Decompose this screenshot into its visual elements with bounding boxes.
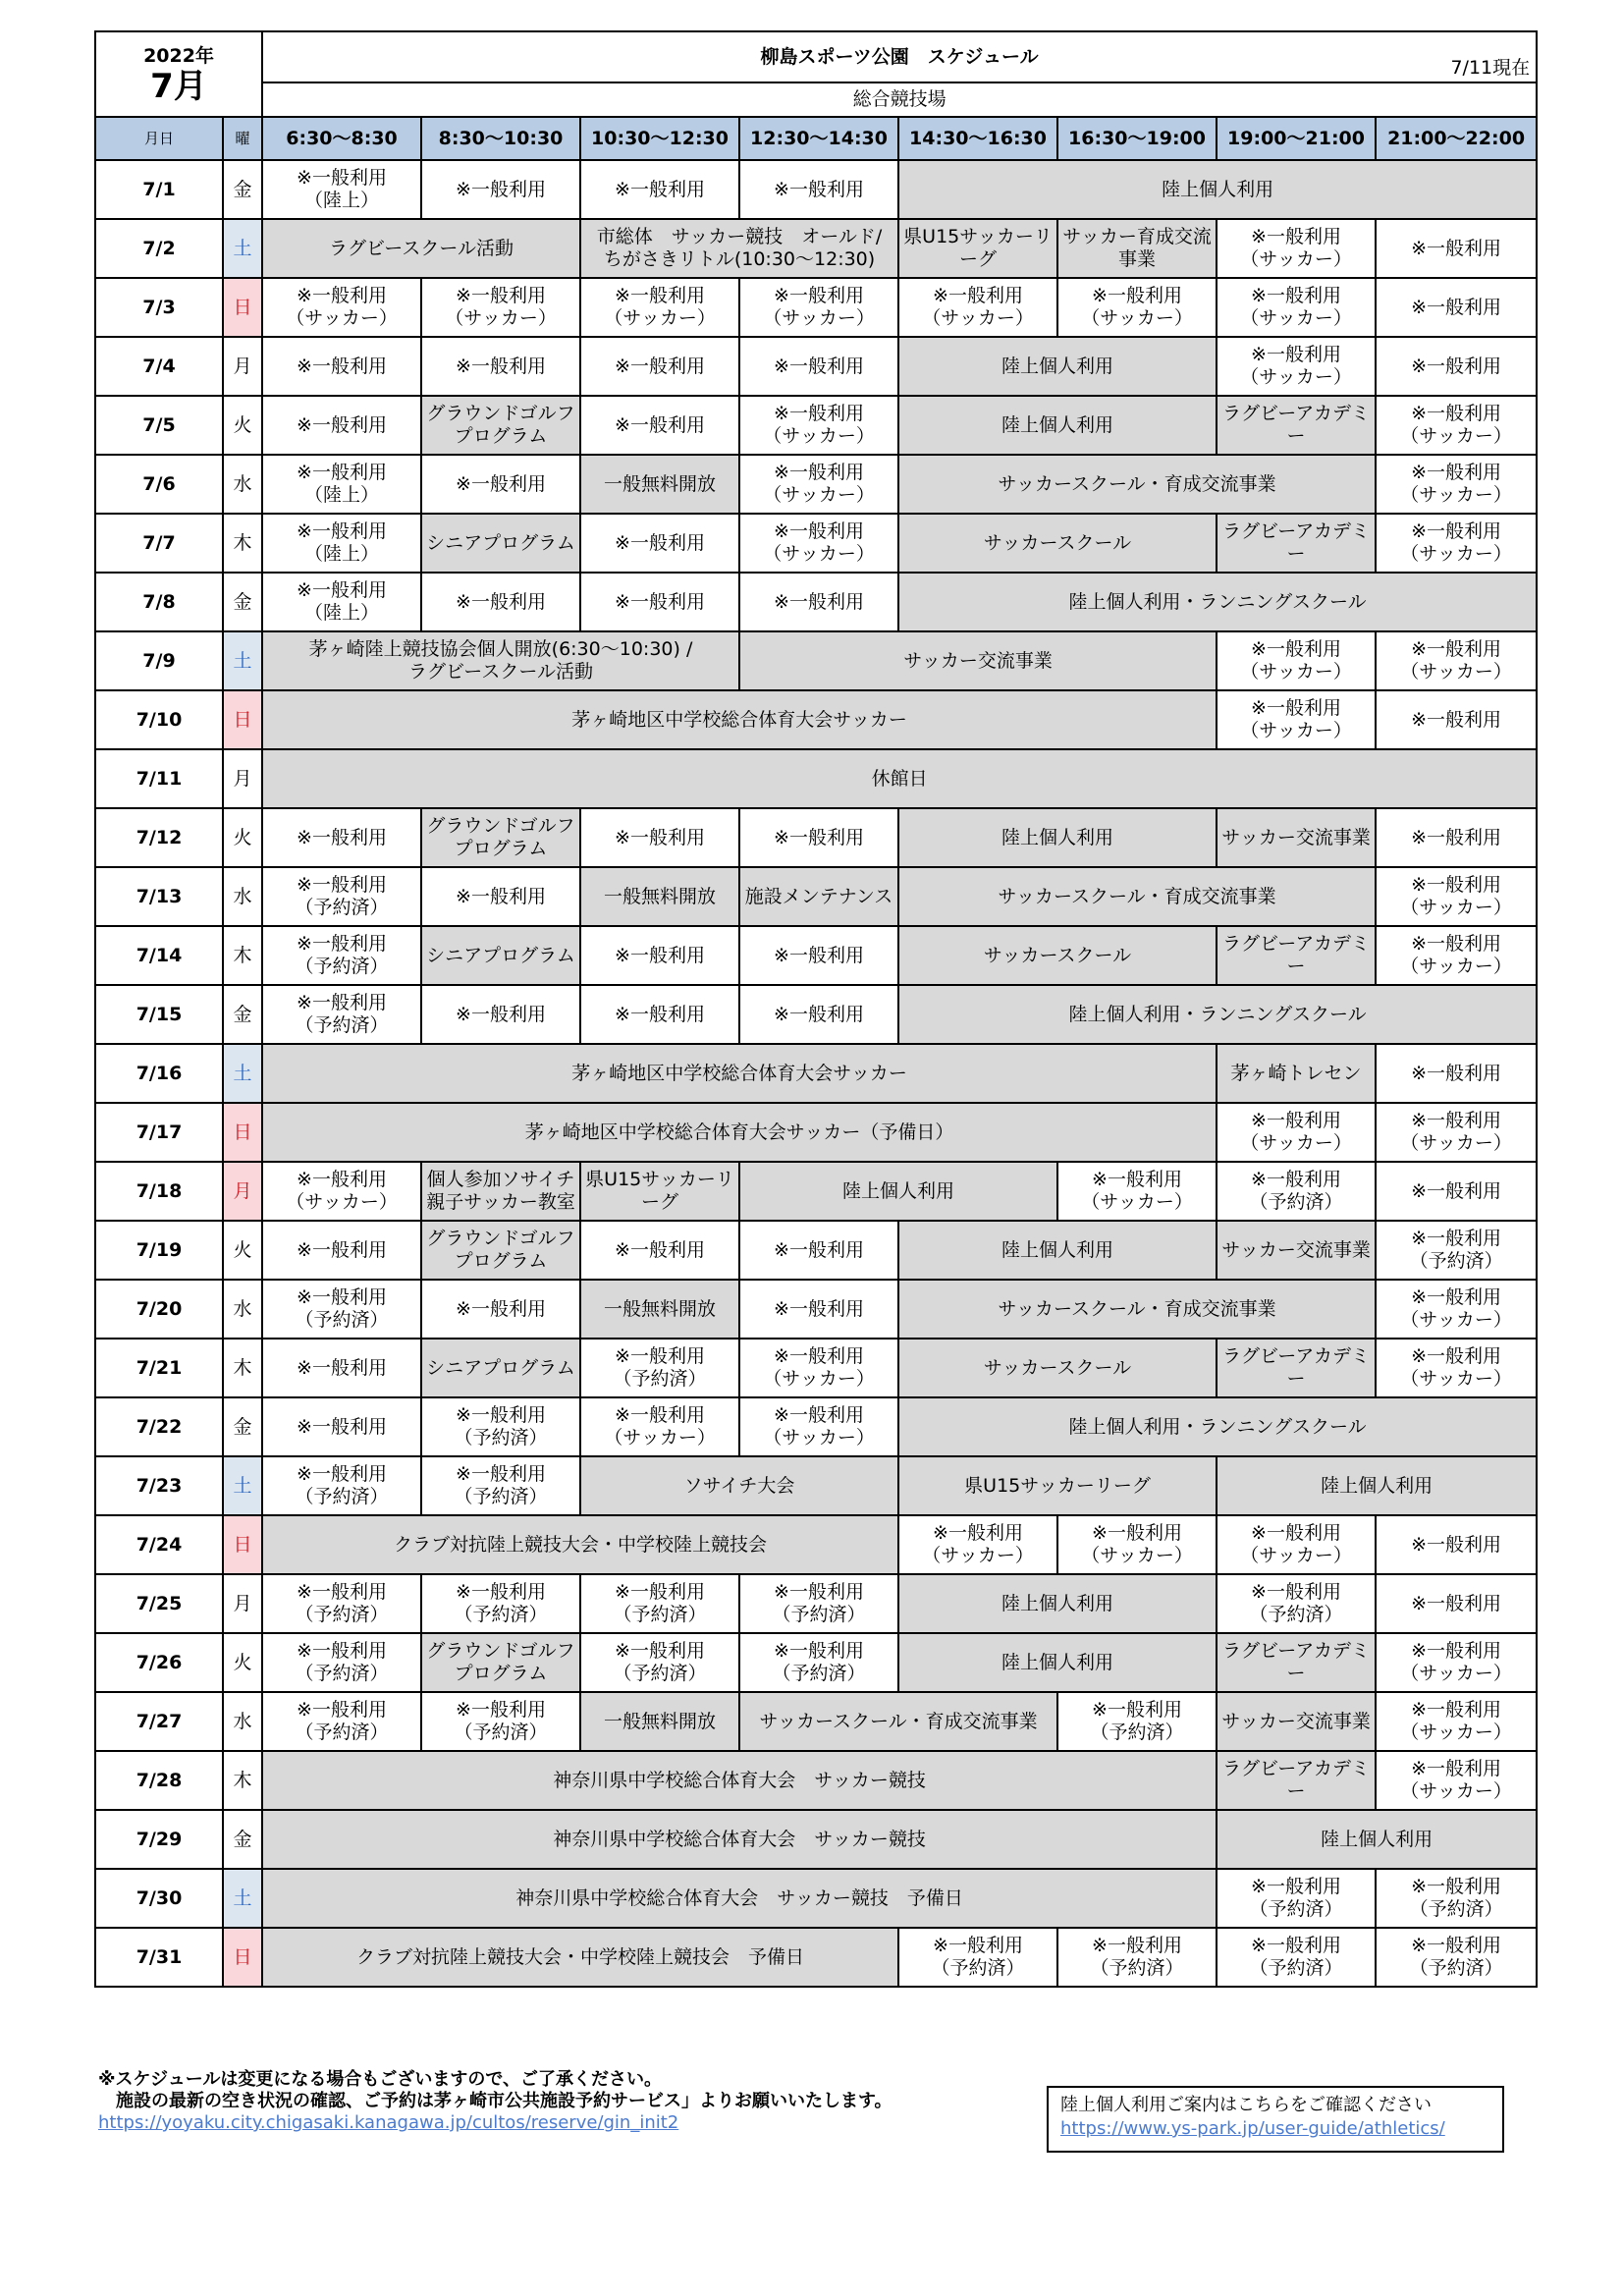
- slot-cell: ※一般利用 （サッカー）: [1217, 278, 1376, 337]
- event-cell: サッカースクール: [898, 1339, 1217, 1397]
- event-cell: 一般無料開放: [580, 867, 739, 926]
- schedule-row: [95, 1928, 1537, 1987]
- year-label: 2022年: [143, 44, 214, 67]
- slot-cell: ※一般利用 （サッカー）: [1376, 1751, 1537, 1810]
- weekday-cell: 月: [223, 337, 262, 396]
- slot-cell: ※一般利用 （サッカー）: [1376, 1339, 1537, 1397]
- date-column-header: 月日: [95, 117, 223, 160]
- schedule-row: [95, 1633, 1537, 1692]
- slot-cell: ※一般利用 （サッカー）: [1217, 631, 1376, 690]
- schedule-row: [95, 631, 1537, 690]
- weekday-cell: 金: [223, 985, 262, 1044]
- slot-cell: ※一般利用 （予約済）: [262, 1692, 421, 1751]
- event-cell: 県U15サッカーリーグ: [898, 1456, 1217, 1515]
- slot-cell: ※一般利用: [421, 867, 580, 926]
- date-cell: 7/31: [95, 1928, 223, 1987]
- event-cell: 神奈川県中学校総合体育大会 サッカー競技: [262, 1810, 1217, 1869]
- as-of-date: 7/11現在: [1450, 57, 1531, 80]
- reservation-link[interactable]: https://yoyaku.city.chigasaki.kanagawa.jp/cultos/reserve/gin_init2: [98, 2112, 679, 2133]
- slot-cell: ※一般利用 （予約済）: [580, 1574, 739, 1633]
- weekday-cell: 月: [223, 1162, 262, 1221]
- time-slot-header: 21:00～22:00: [1376, 117, 1537, 160]
- athletics-info-box: [1047, 2086, 1504, 2153]
- slot-cell: ※一般利用 （予約済）: [1376, 1928, 1537, 1987]
- venue-row: [95, 82, 1537, 117]
- schedule-row: [95, 278, 1537, 337]
- schedule-row: [95, 160, 1537, 219]
- date-cell: 7/11: [95, 749, 223, 808]
- slot-cell: ※一般利用: [262, 1397, 421, 1456]
- weekday-cell: 火: [223, 808, 262, 867]
- date-cell: 7/30: [95, 1869, 223, 1928]
- event-cell: 神奈川県中学校総合体育大会 サッカー競技: [262, 1751, 1217, 1810]
- slot-cell: ※一般利用 （予約済）: [262, 1633, 421, 1692]
- slot-cell: ※一般利用: [421, 1280, 580, 1339]
- slot-cell: ※一般利用: [580, 808, 739, 867]
- event-cell: 茅ヶ崎地区中学校総合体育大会サッカー: [262, 690, 1217, 749]
- event-cell: クラブ対抗陸上競技大会・中学校陸上競技会: [262, 1515, 898, 1574]
- date-cell: 7/26: [95, 1633, 223, 1692]
- schedule-row: [95, 337, 1537, 396]
- date-cell: 7/1: [95, 160, 223, 219]
- athletics-info-text: 陸上個人利用ご案内はこちらをご確認ください: [1060, 2095, 1432, 2115]
- slot-cell: ※一般利用 （サッカー）: [1376, 1633, 1537, 1692]
- event-cell: 陸上個人利用: [898, 1221, 1217, 1280]
- slot-cell: ※一般利用: [580, 337, 739, 396]
- title-row: [95, 31, 1537, 82]
- event-cell: ラグビーアカデミー: [1217, 396, 1376, 455]
- date-cell: 7/14: [95, 926, 223, 985]
- slot-cell: ※一般利用: [1376, 690, 1537, 749]
- date-cell: 7/13: [95, 867, 223, 926]
- slot-cell: ※一般利用 （サッカー）: [739, 514, 898, 573]
- slot-cell: ※一般利用 （予約済）: [898, 1928, 1057, 1987]
- slot-cell: ※一般利用 （予約済）: [1057, 1928, 1217, 1987]
- slot-cell: ※一般利用: [1376, 1515, 1537, 1574]
- year-month-cell: [95, 31, 262, 117]
- time-slot-header: 10:30～12:30: [580, 117, 739, 160]
- slot-cell: ※一般利用 （予約済）: [421, 1456, 580, 1515]
- slot-cell: ※一般利用: [580, 985, 739, 1044]
- slot-cell: ※一般利用: [739, 573, 898, 631]
- slot-cell: ※一般利用: [262, 808, 421, 867]
- slot-cell: ※一般利用: [1376, 1044, 1537, 1103]
- slot-cell: ※一般利用 （陸上）: [262, 514, 421, 573]
- slot-cell: ※一般利用: [580, 514, 739, 573]
- event-cell: サッカー交流事業: [1217, 1221, 1376, 1280]
- slot-cell: ※一般利用: [1376, 219, 1537, 278]
- event-cell: 県U15サッカーリーグ: [898, 219, 1057, 278]
- athletics-info-link[interactable]: https://www.ys-park.jp/user-guide/athletics/: [1060, 2118, 1445, 2139]
- schedule-row: [95, 219, 1537, 278]
- schedule-row: [95, 867, 1537, 926]
- slot-cell: ※一般利用 （予約済）: [262, 1574, 421, 1633]
- weekday-cell: 木: [223, 514, 262, 573]
- slot-cell: ※一般利用: [580, 160, 739, 219]
- event-cell: ラグビースクール活動: [262, 219, 580, 278]
- event-cell: 陸上個人利用: [739, 1162, 1057, 1221]
- date-cell: 7/4: [95, 337, 223, 396]
- event-cell: グラウンドゴルフ プログラム: [421, 1221, 580, 1280]
- slot-cell: ※一般利用 （陸上）: [262, 160, 421, 219]
- slot-cell: ※一般利用 （サッカー）: [1376, 514, 1537, 573]
- event-cell: 陸上個人利用: [898, 808, 1217, 867]
- weekday-column-header: 曜: [223, 117, 262, 160]
- event-cell: グラウンドゴルフ プログラム: [421, 808, 580, 867]
- schedule-row: [95, 455, 1537, 514]
- slot-cell: ※一般利用 （サッカー）: [898, 278, 1057, 337]
- weekday-cell: 日: [223, 1515, 262, 1574]
- event-cell: サッカースクール・育成交流事業: [739, 1692, 1057, 1751]
- event-cell: ラグビーアカデミー: [1217, 926, 1376, 985]
- schedule-row: [95, 396, 1537, 455]
- slot-cell: ※一般利用: [739, 926, 898, 985]
- weekday-cell: 木: [223, 1751, 262, 1810]
- weekday-cell: 木: [223, 926, 262, 985]
- slot-cell: ※一般利用 （サッカー）: [1376, 396, 1537, 455]
- slot-cell: ※一般利用: [421, 573, 580, 631]
- weekday-cell: 火: [223, 1221, 262, 1280]
- time-slot-header: 14:30～16:30: [898, 117, 1057, 160]
- slot-cell: ※一般利用: [739, 1221, 898, 1280]
- slot-cell: ※一般利用 （サッカー）: [580, 1397, 739, 1456]
- event-cell: 県U15サッカーリーグ: [580, 1162, 739, 1221]
- slot-cell: ※一般利用: [421, 455, 580, 514]
- weekday-cell: 日: [223, 1103, 262, 1162]
- date-cell: 7/22: [95, 1397, 223, 1456]
- slot-cell: ※一般利用 （予約済）: [739, 1633, 898, 1692]
- event-cell: サッカー交流事業: [1217, 1692, 1376, 1751]
- slot-cell: ※一般利用 （サッカー）: [1376, 867, 1537, 926]
- date-cell: 7/25: [95, 1574, 223, 1633]
- slot-cell: ※一般利用 （予約済）: [580, 1339, 739, 1397]
- event-cell: 神奈川県中学校総合体育大会 サッカー競技 予備日: [262, 1869, 1217, 1928]
- event-cell: グラウンドゴルフ プログラム: [421, 396, 580, 455]
- date-cell: 7/24: [95, 1515, 223, 1574]
- event-cell: 茅ヶ崎陸上競技協会個人開放(6:30～10:30) / ラグビースクール活動: [262, 631, 739, 690]
- slot-cell: ※一般利用: [262, 1221, 421, 1280]
- event-cell: 陸上個人利用: [898, 396, 1217, 455]
- slot-cell: ※一般利用: [1376, 1162, 1537, 1221]
- schedule-row: [95, 1103, 1537, 1162]
- slot-cell: ※一般利用 （サッカー）: [1217, 690, 1376, 749]
- schedule-row: [95, 1162, 1537, 1221]
- schedule-row: [95, 1339, 1537, 1397]
- event-cell: 陸上個人利用・ランニングスクール: [898, 985, 1537, 1044]
- schedule-row: [95, 1574, 1537, 1633]
- schedule-row: [95, 1869, 1537, 1928]
- schedule-row: [95, 1280, 1537, 1339]
- slot-cell: ※一般利用 （予約済）: [262, 867, 421, 926]
- slot-cell: ※一般利用: [421, 160, 580, 219]
- weekday-cell: 日: [223, 278, 262, 337]
- slot-cell: ※一般利用: [739, 337, 898, 396]
- slot-cell: ※一般利用 （予約済）: [421, 1692, 580, 1751]
- slot-cell: ※一般利用 （サッカー）: [1376, 455, 1537, 514]
- slot-cell: ※一般利用: [739, 160, 898, 219]
- slot-cell: ※一般利用 （予約済）: [1057, 1692, 1217, 1751]
- date-cell: 7/17: [95, 1103, 223, 1162]
- date-cell: 7/20: [95, 1280, 223, 1339]
- date-cell: 7/7: [95, 514, 223, 573]
- note-schedule-change: ※スケジュールは変更になる場合もございますので、ご了承ください。: [98, 2069, 663, 2090]
- weekday-cell: 土: [223, 219, 262, 278]
- schedule-row: [95, 1221, 1537, 1280]
- slot-cell: ※一般利用 （サッカー）: [1217, 337, 1376, 396]
- event-cell: シニアプログラム: [421, 926, 580, 985]
- weekday-cell: 土: [223, 1044, 262, 1103]
- schedule-table: [94, 30, 1538, 1988]
- footer-notes: [98, 2069, 893, 2134]
- slot-cell: ※一般利用 （予約済）: [1217, 1869, 1376, 1928]
- event-cell: 陸上個人利用・ランニングスクール: [898, 573, 1537, 631]
- venue-label: 総合競技場: [262, 82, 1537, 117]
- slot-cell: ※一般利用: [262, 1339, 421, 1397]
- event-cell: シニアプログラム: [421, 1339, 580, 1397]
- weekday-cell: 金: [223, 1810, 262, 1869]
- slot-cell: ※一般利用 （予約済）: [1217, 1574, 1376, 1633]
- event-cell: 一般無料開放: [580, 455, 739, 514]
- event-cell: グラウンドゴルフ プログラム: [421, 1633, 580, 1692]
- event-cell: 一般無料開放: [580, 1280, 739, 1339]
- slot-cell: ※一般利用 （予約済）: [1376, 1869, 1537, 1928]
- slot-cell: ※一般利用: [739, 1280, 898, 1339]
- slot-cell: ※一般利用: [580, 573, 739, 631]
- time-slot-header: 19:00～21:00: [1217, 117, 1376, 160]
- event-cell: 陸上個人利用: [898, 337, 1217, 396]
- date-cell: 7/9: [95, 631, 223, 690]
- event-cell: 休館日: [262, 749, 1537, 808]
- weekday-cell: 金: [223, 1397, 262, 1456]
- date-cell: 7/18: [95, 1162, 223, 1221]
- event-cell: 施設メンテナンス: [739, 867, 898, 926]
- event-cell: サッカースクール・育成交流事業: [898, 867, 1376, 926]
- schedule-row: [95, 1515, 1537, 1574]
- date-cell: 7/3: [95, 278, 223, 337]
- slot-cell: ※一般利用 （サッカー）: [1376, 926, 1537, 985]
- date-cell: 7/29: [95, 1810, 223, 1869]
- slot-cell: ※一般利用 （サッカー）: [739, 396, 898, 455]
- slot-cell: ※一般利用: [739, 985, 898, 1044]
- date-cell: 7/2: [95, 219, 223, 278]
- schedule-row: [95, 749, 1537, 808]
- slot-cell: ※一般利用: [262, 396, 421, 455]
- slot-cell: ※一般利用: [421, 985, 580, 1044]
- page-title: 柳島スポーツ公園 スケジュール: [760, 45, 1039, 68]
- event-cell: サッカー交流事業: [1217, 808, 1376, 867]
- event-cell: 一般無料開放: [580, 1692, 739, 1751]
- weekday-cell: 月: [223, 1574, 262, 1633]
- slot-cell: ※一般利用 （予約済）: [262, 1456, 421, 1515]
- schedule-row: [95, 926, 1537, 985]
- slot-cell: ※一般利用 （陸上）: [262, 455, 421, 514]
- date-cell: 7/16: [95, 1044, 223, 1103]
- slot-cell: ※一般利用 （サッカー）: [739, 455, 898, 514]
- slot-cell: ※一般利用 （サッカー）: [1376, 1280, 1537, 1339]
- slot-cell: ※一般利用 （サッカー）: [1217, 1515, 1376, 1574]
- event-cell: サッカースクール: [898, 514, 1217, 573]
- weekday-cell: 木: [223, 1339, 262, 1397]
- slot-cell: ※一般利用 （予約済）: [421, 1397, 580, 1456]
- schedule-row: [95, 1751, 1537, 1810]
- slot-cell: ※一般利用 （サッカー）: [1057, 1162, 1217, 1221]
- time-slot-header: 12:30～14:30: [739, 117, 898, 160]
- slot-cell: ※一般利用: [1376, 278, 1537, 337]
- schedule-row: [95, 1692, 1537, 1751]
- schedule-row: [95, 985, 1537, 1044]
- event-cell: 陸上個人利用: [1217, 1810, 1537, 1869]
- month-label: 7月: [150, 66, 207, 106]
- schedule-sheet: [94, 30, 1538, 1988]
- slot-cell: ※一般利用 （サッカー）: [1217, 1103, 1376, 1162]
- weekday-cell: 月: [223, 749, 262, 808]
- weekday-cell: 水: [223, 1692, 262, 1751]
- event-cell: 陸上個人利用: [898, 1633, 1217, 1692]
- slot-cell: ※一般利用: [580, 396, 739, 455]
- slot-cell: ※一般利用 （サッカー）: [739, 1397, 898, 1456]
- slot-cell: ※一般利用 （予約済）: [262, 926, 421, 985]
- time-slot-header: 6:30～8:30: [262, 117, 421, 160]
- weekday-cell: 金: [223, 573, 262, 631]
- slot-cell: ※一般利用 （サッカー）: [1376, 1103, 1537, 1162]
- slot-cell: ※一般利用 （陸上）: [262, 573, 421, 631]
- slot-cell: ※一般利用: [1376, 1574, 1537, 1633]
- event-cell: 陸上個人利用: [898, 1574, 1217, 1633]
- slot-cell: ※一般利用 （サッカー）: [421, 278, 580, 337]
- event-cell: 個人参加ソサイチ 親子サッカー教室: [421, 1162, 580, 1221]
- slot-cell: ※一般利用: [421, 337, 580, 396]
- schedule-row: [95, 1044, 1537, 1103]
- date-cell: 7/15: [95, 985, 223, 1044]
- slot-cell: ※一般利用: [1376, 337, 1537, 396]
- weekday-cell: 火: [223, 1633, 262, 1692]
- event-cell: 茅ヶ崎トレセン: [1217, 1044, 1376, 1103]
- event-cell: サッカースクール・育成交流事業: [898, 1280, 1376, 1339]
- weekday-cell: 日: [223, 690, 262, 749]
- slot-cell: ※一般利用 （予約済）: [1376, 1221, 1537, 1280]
- slot-cell: ※一般利用 （予約済）: [421, 1574, 580, 1633]
- weekday-cell: 土: [223, 1456, 262, 1515]
- slot-cell: ※一般利用 （予約済）: [262, 985, 421, 1044]
- weekday-cell: 日: [223, 1928, 262, 1987]
- date-cell: 7/10: [95, 690, 223, 749]
- schedule-row: [95, 1456, 1537, 1515]
- slot-cell: ※一般利用 （サッカー）: [1376, 1692, 1537, 1751]
- event-cell: サッカー育成交流事業: [1057, 219, 1217, 278]
- weekday-cell: 土: [223, 1869, 262, 1928]
- event-cell: サッカー交流事業: [739, 631, 1217, 690]
- date-cell: 7/6: [95, 455, 223, 514]
- slot-cell: ※一般利用 （サッカー）: [1057, 278, 1217, 337]
- slot-cell: ※一般利用 （予約済）: [580, 1633, 739, 1692]
- weekday-cell: 火: [223, 396, 262, 455]
- title-cell: [262, 31, 1537, 82]
- date-cell: 7/21: [95, 1339, 223, 1397]
- slot-cell: ※一般利用 （予約済）: [1217, 1928, 1376, 1987]
- slot-cell: ※一般利用 （サッカー）: [580, 278, 739, 337]
- event-cell: 陸上個人利用: [1217, 1456, 1537, 1515]
- event-cell: 茅ヶ崎地区中学校総合体育大会サッカー（予備日）: [262, 1103, 1217, 1162]
- slot-cell: ※一般利用: [1376, 808, 1537, 867]
- schedule-row: [95, 1397, 1537, 1456]
- schedule-row: [95, 514, 1537, 573]
- slot-cell: ※一般利用 （サッカー）: [898, 1515, 1057, 1574]
- event-cell: 陸上個人利用・ランニングスクール: [898, 1397, 1537, 1456]
- event-cell: ソサイチ大会: [580, 1456, 898, 1515]
- weekday-cell: 水: [223, 867, 262, 926]
- slot-cell: ※一般利用 （予約済）: [1217, 1162, 1376, 1221]
- schedule-row: [95, 690, 1537, 749]
- date-cell: 7/5: [95, 396, 223, 455]
- slot-cell: ※一般利用 （サッカー）: [739, 1339, 898, 1397]
- event-cell: ラグビーアカデミー: [1217, 1339, 1376, 1397]
- date-cell: 7/19: [95, 1221, 223, 1280]
- slot-cell: ※一般利用: [580, 1221, 739, 1280]
- slot-cell: ※一般利用 （サッカー）: [739, 278, 898, 337]
- time-slot-header: 8:30～10:30: [421, 117, 580, 160]
- schedule-row: [95, 808, 1537, 867]
- date-cell: 7/28: [95, 1751, 223, 1810]
- note-reservation: 施設の最新の空き状況の確認、ご予約は茅ヶ崎市公共施設予約サービス」よりお願いいたします。: [98, 2091, 893, 2111]
- event-cell: シニアプログラム: [421, 514, 580, 573]
- date-cell: 7/12: [95, 808, 223, 867]
- date-cell: 7/23: [95, 1456, 223, 1515]
- slot-cell: ※一般利用: [262, 337, 421, 396]
- weekday-cell: 金: [223, 160, 262, 219]
- date-cell: 7/8: [95, 573, 223, 631]
- slot-cell: ※一般利用 （予約済）: [739, 1574, 898, 1633]
- event-cell: ラグビーアカデミー: [1217, 1633, 1376, 1692]
- column-header-row: [95, 117, 1537, 160]
- event-cell: 茅ヶ崎地区中学校総合体育大会サッカー: [262, 1044, 1217, 1103]
- time-slot-header: 16:30～19:00: [1057, 117, 1217, 160]
- slot-cell: ※一般利用 （予約済）: [262, 1280, 421, 1339]
- schedule-body: [95, 31, 1537, 1987]
- slot-cell: ※一般利用 （サッカー）: [262, 1162, 421, 1221]
- schedule-row: [95, 573, 1537, 631]
- event-cell: ラグビーアカデミー: [1217, 514, 1376, 573]
- weekday-cell: 土: [223, 631, 262, 690]
- slot-cell: ※一般利用 （サッカー）: [1217, 219, 1376, 278]
- slot-cell: ※一般利用: [739, 808, 898, 867]
- weekday-cell: 水: [223, 455, 262, 514]
- slot-cell: ※一般利用 （サッカー）: [1057, 1515, 1217, 1574]
- event-cell: ラグビーアカデミー: [1217, 1751, 1376, 1810]
- event-cell: クラブ対抗陸上競技大会・中学校陸上競技会 予備日: [262, 1928, 898, 1987]
- event-cell: サッカースクール・育成交流事業: [898, 455, 1376, 514]
- event-cell: 陸上個人利用: [898, 160, 1537, 219]
- date-cell: 7/27: [95, 1692, 223, 1751]
- event-cell: 市総体 サッカー競技 オールド/ ちがさきリトル(10:30～12:30): [580, 219, 898, 278]
- slot-cell: ※一般利用 （サッカー）: [1376, 631, 1537, 690]
- slot-cell: ※一般利用: [580, 926, 739, 985]
- schedule-row: [95, 1810, 1537, 1869]
- slot-cell: ※一般利用 （サッカー）: [262, 278, 421, 337]
- event-cell: サッカースクール: [898, 926, 1217, 985]
- weekday-cell: 水: [223, 1280, 262, 1339]
